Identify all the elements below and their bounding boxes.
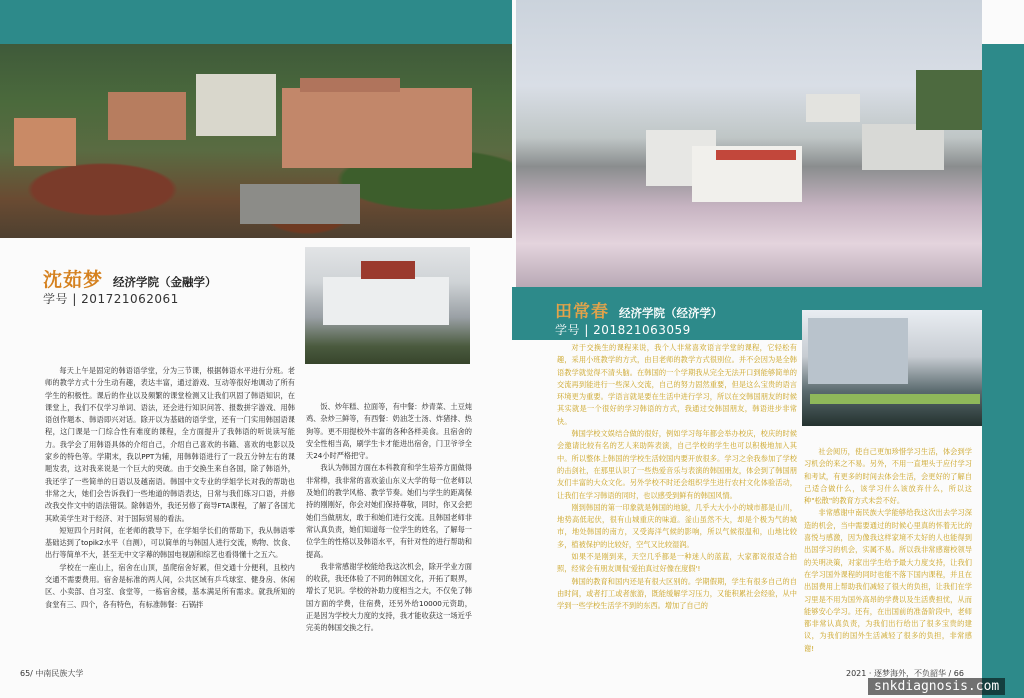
- right-edge-teal-band: [982, 44, 1024, 698]
- paragraph: 刚到韩国的第一印象就是韩国的地貌，几乎大大小小的城市都是山川，地势高低起伏，很有山城重庆的味道。釜山虽然不大，却是个极为气的城市，地处韩国的南方，又受海洋气候的影响，所以气候很温和，山地比较多，植被保护的比较好，空气又比较湿润。: [557, 502, 797, 549]
- paragraph: 韩国学校文娱结合做的很好，例如学习每年都会举办校庆，校庆的时候会邀请比较有名的艺人来助阵表演，自己学校的学生也可以积极地加入其中。所以整体上韩国的学校生活较国内要开放很多。学习之余我参加了学校的击剑社，在那里认识了一些热爱音乐与表演的韩国朋友，体会到了韩国朋友们丰富的大众文化。另外学校不时还会组织学生进行农村文化体验活动，让我们在学习韩语的同时，也以感受到鲜有的韩国风情。: [557, 429, 797, 500]
- campus-facility-photo: [802, 310, 982, 426]
- paragraph: 学校在一座山上，宿舍在山顶，虽爬宿舍好累，但交通十分便利，且校内交通不需要费用。宿舍是标准的两人间，公共区域有乒乓球室、健身房、休闲区、小卖部、自习室、食堂等，一栋宿舍楼，基本满足所有需求。就我所知的食堂有三、四个，各有特色，有标准韩餐：石锅拌: [45, 562, 295, 609]
- college-name: 经济学院（经济学）: [619, 306, 723, 320]
- student-id: 学号 | 201821063059: [555, 323, 691, 337]
- campus-panorama-photo: [516, 0, 982, 287]
- paragraph: 我认为韩国方面在本科教育和学生培养方面做得非常棒，我非常的喜欢釜山东义大学的每一位老师以及她们的教学风格、教学节奏。她们与学生的距离保持的刚刚好，你会对她们保持尊敬，同时，你又会把她们当做朋友，敢于和她们进行交流。且韩国老师非常认真负责，她们知道每一位学生的姓名，了解每一位学生的性格以及韩语水平，有针对性的进行帮助和提高。: [306, 463, 472, 559]
- student-name: 沈茹梦: [43, 269, 104, 291]
- paragraph: 我非常感谢学校能给我这次机会，除开学业方面的收获，我还体验了不同的韩国文化，开拓了眼界，增长了见识。学校的补助力度相当之大，不仅免了韩国方面的学费，住宿费，还另外给10000元资助，正是因为学校大力度的支持，我才能收获这一场近乎完美的韩国交换之行。: [306, 561, 472, 633]
- left-folio: 65/ 中南民族大学: [20, 669, 84, 678]
- right-body-column-1: [557, 342, 797, 613]
- student-name: 田常春: [555, 302, 609, 322]
- college-name: 经济学院（金融学）: [113, 275, 217, 289]
- paragraph: 短短四个月时间，在老师的教导下，在学姐学长们的帮助下，我从韩语零基础达到了topik2水平（自测），可以简单的与韩国人进行交流，购物、饮食、出行等简单不大，甚至无中文字幕的韩国电视剧和综艺也看得懂十之五六。: [45, 525, 295, 560]
- paragraph: 如果不是刚到来，天空几乎都是一种迷人的蓝蓝，大家都说很适合拍照，经常会有朋友调侃'爱拍真过好像在度假'!: [557, 552, 797, 574]
- right-page: [512, 0, 1024, 698]
- paragraph: 非常感谢中南民族大学能够给我这次出去学习深造的机会，当中需要通过的时候心里真的怀着无比的喜悦与感激，因为像我这样家境不太好的人也能得到出国学习的机会，实属不易。所以我非常感谢校领导的关明决策，对家出学生给予最大力度支持，让我们在学习国外课程的同时也能不落下国内课程，并且在出国费用上帮助我们减轻了很大的负担，让我们在学习里是不用为国外高昂的学费以及生活费担忧，从而能够安心学习。还有，在出国前的准备阶段中，老师都非常认真负责，为我们出行给出了很多宝贵的建议，为我们的国外生活减轻了很多的负担，非常感谢!: [804, 508, 972, 653]
- paragraph: 韩国的教育和国内还是有很大区别的。学期假期，学生有很多自己的自由时间，或者打工或者旅游，既能缓解学习压力，又能积累社会经验，从中学到一些学校生活学不到的东西。增加了自己的: [557, 576, 797, 611]
- student-id: 学号 | 201721062061: [43, 292, 179, 306]
- right-folio: 2021 · 逐梦海外，不负韶华 / 66: [846, 669, 964, 678]
- left-body-column-2: [306, 401, 472, 635]
- right-body-column-2: [804, 446, 972, 655]
- paragraph: 饭、炒年糕、拉面等，有中餐：炒青菜、土豆炖鸡、杂炒三鲜等，有西餐：奶油芝士汤、炸猪排、热狗等。更不用提校外丰富的各种各样美食。且宿舍的安全性相当高，刷学生卡才能进出宿舍，门卫爷爷全天24小时严格把守。: [306, 402, 472, 461]
- left-body-column-1: [45, 365, 295, 611]
- student-name-row: [555, 297, 723, 322]
- student-name-row: [43, 265, 217, 292]
- paragraph: 每天上午是固定的韩语语学堂，分为三节课，根据韩语水平进行分班。老师的教学方式十分生动有趣，表达丰富，通过游戏、互动等很好地调动了所有学生的积极性。课后的作业以及频繁的课堂检测又让我们巩固了韩语知识，在课堂上，我们不仅学习单词、语法，还会进行知识问答、报数拼字游戏、用韩语创作题本、韩语即兴对话。除开以为基础的语学堂，还有一门实用韩国语课程，这门课是一门综合性有难度的课程，全方面提升了我韩语的听说读写能力。我学会了用韩语具体的介绍自己，介绍自己喜欢的书籍、喜欢的电影以及家乡的特色等。学期末，我以PPT为辅，用韩韩语进行了一段五分钟左右的课题发表，这对我来说是一个巨大的突破。由于交换生来自各国，除了韩语外，我还学了一些简单的日语以及越南语。韩国中文专业的学姐学长对我的帮助也非常之大，她们会告诉我们一些地道的韩语表达，日常与我们练习口语，并修改我交作文中的语法错误。除韩语外，我还另修了商导FTA课程，了解了各国尤其欧美学生对于经济、对于国际贸易的看法。: [45, 366, 295, 523]
- campus-building-photo: [305, 247, 470, 364]
- watermark: snkdiagnosis.com: [868, 678, 1005, 695]
- top-teal-band: [0, 0, 512, 44]
- paragraph: 对于交换生的课程来说，我个人非常喜欢语言学堂的课程，它轻松有趣，采用小班教学的方式，由目老师的教学方式很别位。并不会因为是全韩语教学就觉得不清头脑。在韩国的一个学期我从完全无法开口到能够简单的交流再到能进行一些深入交流，自己的努力固然重要，但是这么宝贵的语言环境更为重要。学语言就是要在生活中进行学习，所以在交韩国朋友的时候其实就是一个很好的学习韩语的方式，我通过交韩国朋友，韩语进步非常快。: [557, 343, 797, 426]
- paragraph: 社会阅历，使自己更加珍惜学习生活，体会到学习机会的来之不易。另外，不用一直埋头于应付学习和考试，有更多的时间去体会生活，会更好的了解自己适合做什么，该学习什么该放弃什么，所以这种"松散"的教育方式未尝不好。: [804, 447, 972, 506]
- campus-aerial-photo: [0, 44, 512, 238]
